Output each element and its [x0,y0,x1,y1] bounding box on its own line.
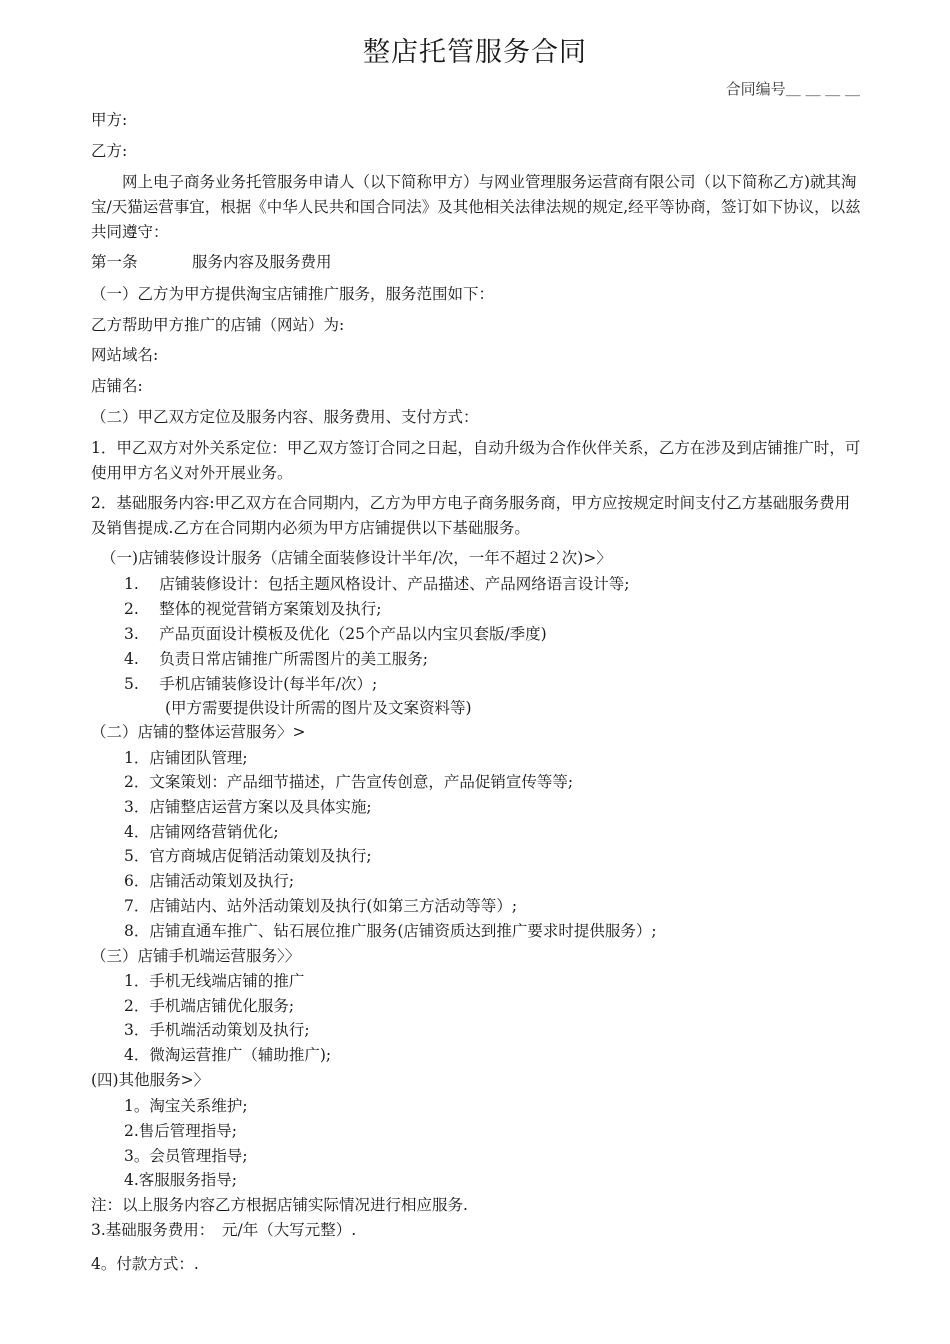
section-2-heading: （二）甲乙双方定位及服务内容、服务费用、支付方式： [91,408,479,426]
list-item: 3．手机端活动策划及执行; [124,1021,310,1039]
party-a: 甲方: [91,111,128,129]
group-2-title: （二）店铺的整体运营服务〉> [91,723,306,741]
group-3-title: （三）店铺手机端运营服务〉〉 [91,947,301,965]
list-item: 4．店铺网络营销优化; [124,823,279,841]
list-item: 3. 产品页面设计模板及优化（25个产品以内宝贝套版/季度) [124,625,547,643]
article-1-number: 第一条 [91,253,138,271]
clause-1-paragraph: 1．甲乙双方对外关系定位：甲乙双方签订合同之日起，自动升级为合作伙伴关系，乙方在涉及到店铺推广时，可使用甲方名义对外开展业务。 [91,439,861,482]
list-item: 6．店铺活动策划及执行; [124,872,295,890]
page-title: 整店托管服务合同 [363,37,587,68]
list-item: 2.售后管理指导; [124,1122,238,1140]
payment-method-line: 4。付款方式：. [91,1255,199,1273]
contract-number-blank: ＿ ＿ ＿ ＿ [785,80,860,98]
contract-number [726,78,860,99]
list-item: 5. 手机店铺装修设计(每半年/次）; [124,675,378,693]
list-item: 1。淘宝关系维护; [124,1097,248,1115]
list-item: 7．店铺站内、站外活动策划及执行(如第三方活动等等）; [124,897,518,915]
clause-2-paragraph: 2．基础服务内容:甲乙双方在合同期内，乙方为甲方电子商务服务商，甲方应按规定时间支付乙方基础服务费用及销售提成.乙方在合同期内必须为甲方店铺提供以下基础服务。 [91,494,851,537]
base-fee-line: 3.基础服务费用： 元/年（大写元整）. [91,1221,357,1239]
store-intro-line: 乙方帮助甲方推广的店铺（网站）为: [91,316,345,334]
list-item: 8．店铺直通车推广、钻石展位推广服务(店铺资质达到推广要求时提供服务）; [124,922,657,940]
list-item: 5．官方商城店促销活动策划及执行; [124,847,372,865]
list-item: 4．微淘运营推广（辅助推广); [124,1046,332,1064]
section-1-heading: （一）乙方为甲方提供淘宝店铺推广服务，服务范围如下： [91,285,495,303]
list-item: 3。会员管理指导; [124,1147,248,1165]
intro-paragraph: 网上电子商务业务托管服务申请人（以下简称甲方）与网业管理服务运营商有限公司（以下简称乙方)就其淘宝/天猫运营事宜，根据《中华人民共和国合同法》及其他相关法律法规的规定,经平等协商，签订如下协议，以兹共同遵守： [91,173,861,241]
group-1-note: (甲方需要提供设计所需的图片及文案资料等) [165,699,472,717]
contract-number-label: 合同编号 [725,80,786,98]
group-4-title: (四)其他服务>〉 [91,1071,210,1089]
list-item: 2．手机端店铺优化服务; [124,997,295,1015]
store-name-label: 店铺名: [91,377,143,395]
list-item: 1．手机无线端店铺的推广 [124,972,305,990]
list-item: 1. 店铺装修设计：包括主题风格设计、产品描述、产品网络语言设计等; [124,575,630,593]
list-item: 3．店铺整店运营方案以及具体实施; [124,798,372,816]
services-note: 注：以上服务内容乙方根据店铺实际情况进行相应服务. [91,1196,468,1214]
list-item: 1．店铺团队管理; [124,749,248,767]
list-item: 4.客服服务指导; [124,1171,238,1189]
group-1-title: （一)店铺装修设计服务（店铺全面装修设计半年/次，一年不超过２次)>〉 [101,549,612,567]
domain-label: 网站域名: [91,346,159,364]
list-item: 2. 整体的视觉营销方案策划及执行; [124,600,382,618]
party-b: 乙方: [91,142,128,160]
article-1-title: 服务内容及服务费用 [192,253,332,271]
list-item: 2．文案策划：产品细节描述，广告宣传创意，产品促销宣传等等; [124,773,574,791]
list-item: 4. 负责日常店铺推广所需图片的美工服务; [124,650,428,668]
